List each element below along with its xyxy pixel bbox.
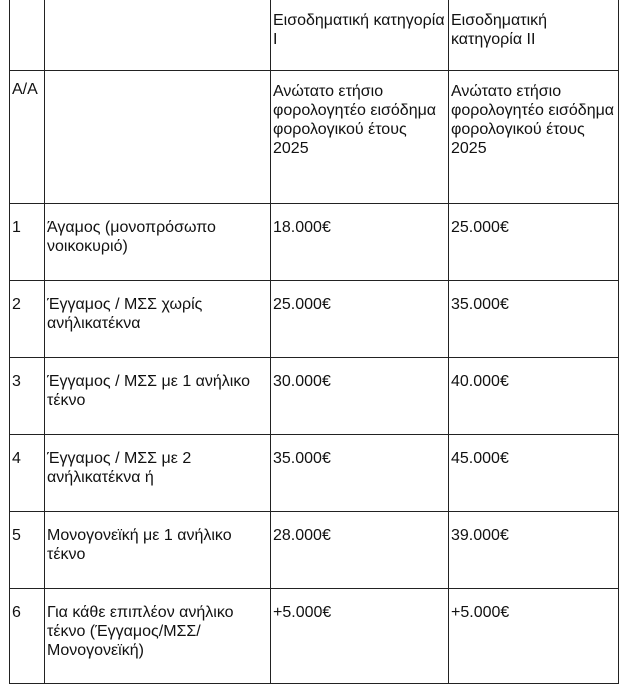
table-row bbox=[10, 589, 619, 684]
row-category-1-value: +5.000€ bbox=[271, 589, 449, 684]
row-category-2-value: 35.000€ bbox=[449, 281, 619, 358]
row-number: 4 bbox=[10, 435, 45, 512]
row-category-2-value: 45.000€ bbox=[449, 435, 619, 512]
row-description: Έγγαμος / ΜΣΣ χωρίς ανήλικατέκνα bbox=[45, 281, 271, 358]
row-category-1-value: 35.000€ bbox=[271, 435, 449, 512]
row-description: Έγγαμος / ΜΣΣ με 1 ανήλικο τέκνο bbox=[45, 358, 271, 435]
row-number: 3 bbox=[10, 358, 45, 435]
header-row-labels bbox=[10, 71, 619, 204]
row-category-2-value: 40.000€ bbox=[449, 358, 619, 435]
row-category-1-value: 28.000€ bbox=[271, 512, 449, 589]
row-description: Μονογονεϊκή με 1 ανήλικο τέκνο bbox=[45, 512, 271, 589]
empty-cell bbox=[45, 0, 271, 71]
row-number: 5 bbox=[10, 512, 45, 589]
table-row bbox=[10, 204, 619, 281]
row-description: Άγαμος (μονοπρόσωπο νοικοκυριό) bbox=[45, 204, 271, 281]
header-row-categories bbox=[10, 0, 619, 71]
row-number: 1 bbox=[10, 204, 45, 281]
row-category-1-value: 25.000€ bbox=[271, 281, 449, 358]
category-1-header: Εισοδηματική κατηγορία Ι bbox=[271, 0, 449, 71]
table-row bbox=[10, 435, 619, 512]
row-category-2-value: 25.000€ bbox=[449, 204, 619, 281]
table-row bbox=[10, 358, 619, 435]
table-row bbox=[10, 512, 619, 589]
row-number: 2 bbox=[10, 281, 45, 358]
row-description: Για κάθε επιπλέον ανήλικο τέκνο (Έγγαμος/ΜΣΣ/ Μονογονεϊκή) bbox=[45, 589, 271, 684]
category-2-header: Εισοδηματική κατηγορία ΙΙ bbox=[449, 0, 619, 71]
limit-label-1: Ανώτατο ετήσιο φορολογητέο εισόδημα φορολογικού έτους 2025 bbox=[271, 71, 449, 204]
row-category-1-value: 18.000€ bbox=[271, 204, 449, 281]
row-category-1-value: 30.000€ bbox=[271, 358, 449, 435]
row-number: 6 bbox=[10, 589, 45, 684]
row-description: Έγγαμος / ΜΣΣ με 2 ανήλικατέκνα ή bbox=[45, 435, 271, 512]
row-category-2-value: +5.000€ bbox=[449, 589, 619, 684]
empty-cell bbox=[10, 0, 45, 71]
empty-cell bbox=[45, 71, 271, 204]
row-category-2-value: 39.000€ bbox=[449, 512, 619, 589]
income-limits-table bbox=[9, 0, 619, 684]
aa-header: Α/Α bbox=[10, 71, 45, 204]
limit-label-2: Ανώτατο ετήσιο φορολογητέο εισόδημα φορολογικού έτους 2025 bbox=[449, 71, 619, 204]
table-row bbox=[10, 281, 619, 358]
